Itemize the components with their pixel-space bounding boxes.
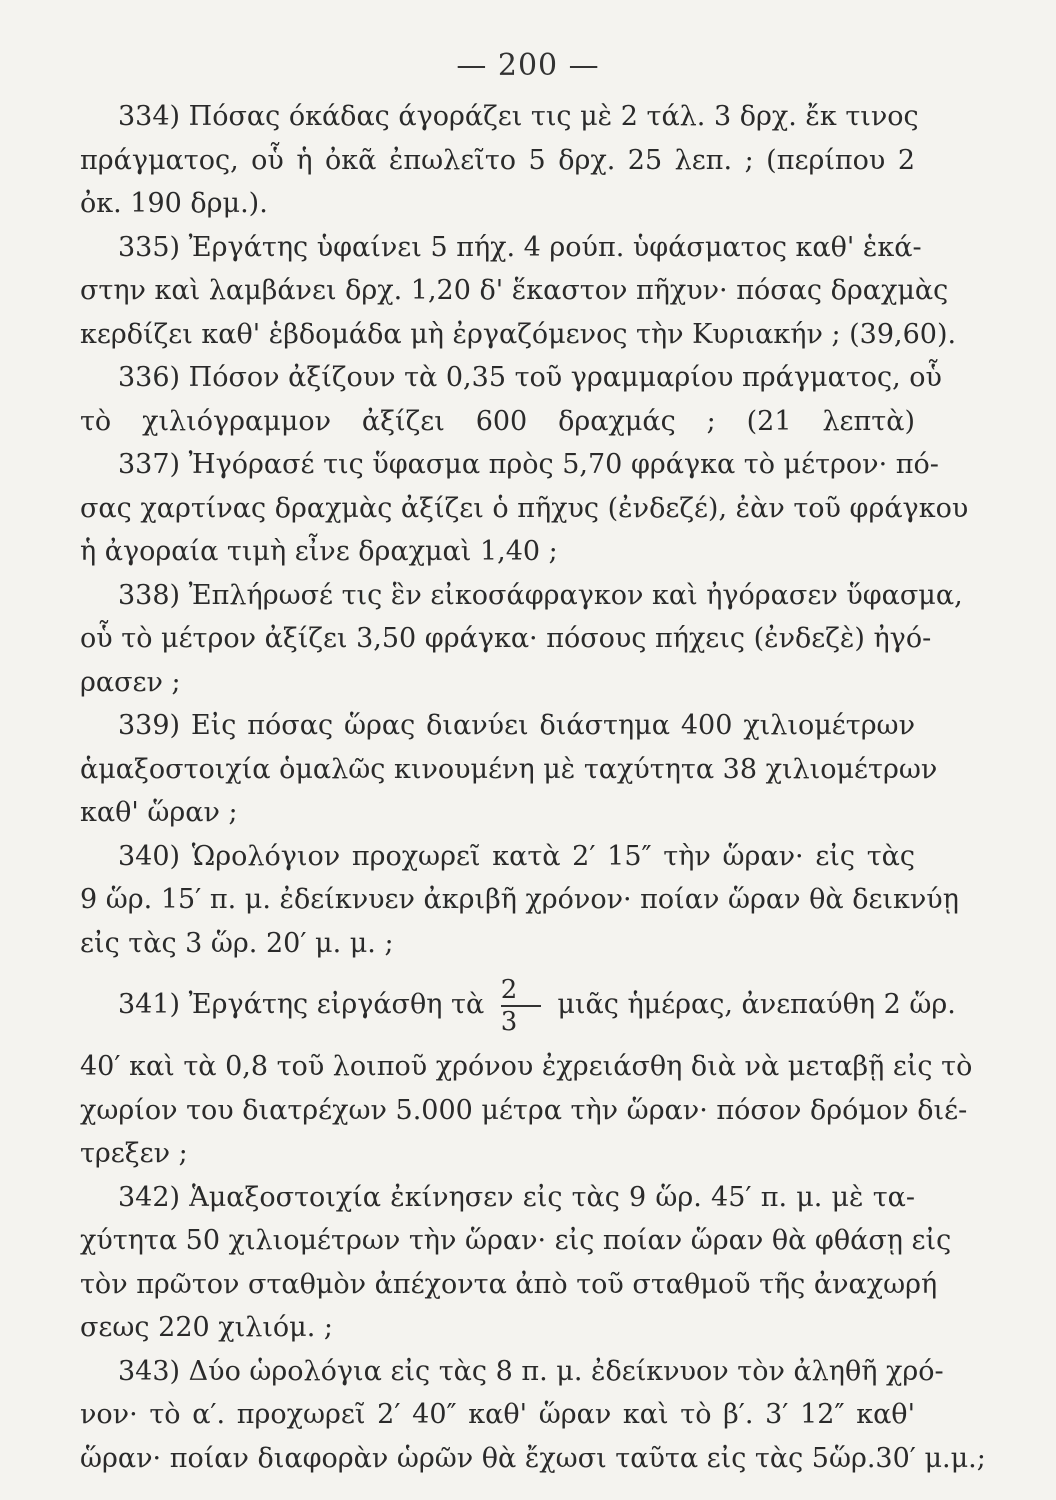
problem-337: [80, 443, 969, 574]
text-line: ἁμαξοστοιχία ὁμαλῶς κινουμένη μὲ ταχύτητα 38 χιλιομέτρων: [80, 753, 938, 785]
problem-336: [80, 356, 942, 443]
text-line: τρεξεν ;: [80, 1138, 188, 1169]
text-line: 337) Ἠγόρασέ τις ὕφασμα πρὸς 5,70 φράγκα τὸ μέτρον· πό-: [118, 449, 939, 480]
text-line: σας χαρτίνας δραχμὰς ἀξίζει ὁ πῆχυς (ἐνδεζέ), ἐὰν τοῦ φράγκου: [80, 492, 969, 524]
text-line: 340) Ὡρολόγιον προχωρεῖ κατὰ 2′ 15″ τὴν ὥραν· εἰς τὰς: [118, 840, 915, 872]
text-line: 339) Εἰς πόσας ὥρας διανύει διάστημα 400 χιλιομέτρων: [118, 710, 915, 741]
text-line: ὥραν· ποίαν διαφορὰν ὡρῶν θὰ ἔχωσι ταῦτα εἰς τὰς 5ὥρ.30′ μ.μ.;: [80, 1442, 986, 1474]
text-line: σεως 220 χιλιόμ. ;: [80, 1312, 333, 1343]
problem-342: [80, 1176, 952, 1350]
problem-334: [80, 95, 919, 226]
page-number: — 200 —: [456, 48, 600, 83]
fraction-denominator: 3: [500, 1006, 518, 1037]
text-line: 336) Πόσον ἀξίζουν τὰ 0,35 τοῦ γραμμαρίου πράγματος, οὗ: [118, 362, 942, 393]
text-line: χωρίον του διατρέχων 5.000 μέτρα τὴν ὥραν· πόσον δρόμον διέ-: [80, 1094, 968, 1126]
problem-338: [80, 574, 963, 705]
text-line: ρασεν ;: [80, 666, 181, 698]
text-line: 9 ὥρ. 15′ π. μ. ἐδείκνυεν ἀκριβῆ χρόνον· ποίαν ὥραν θὰ δεικνύῃ: [80, 884, 959, 915]
text-line: 343) Δύο ὡρολόγια εἰς τὰς 8 π. μ. ἐδείκνυον τὸν ἀληθῆ χρό-: [118, 1355, 944, 1387]
fraction-numerator: 2: [501, 975, 541, 1007]
problem-343: [80, 1350, 986, 1481]
text-line: πράγματος, οὗ ἡ ὀκᾶ ἐπωλεῖτο 5 δρχ. 25 λεπ. ; (περίπου 2: [80, 144, 915, 176]
text-line: νον· τὸ α′. προχωρεῖ 2′ 40″ καθ' ὥραν καὶ τὸ β′. 3′ 12″ καθ': [80, 1399, 915, 1430]
text-line: 338) Ἐπλήρωσέ τις ἓν εἰκοσάφραγκον καὶ ἠγόρασεν ὕφασμα,: [118, 579, 963, 611]
text-line: καθ' ὥραν ;: [80, 797, 238, 828]
fraction-trail-text: μιᾶς ἡμέρας, ἀνεπαύθη 2 ὥρ.: [557, 989, 956, 1020]
problems-text: [80, 95, 986, 1480]
problem-340: [80, 835, 959, 966]
text-line: 342) Ἁμαξοστοιχία ἐκίνησεν εἰς τὰς 9 ὥρ. 45′ π. μ. μὲ τα-: [118, 1181, 915, 1213]
fraction: [501, 975, 541, 1037]
text-line: ὀκ. 190 δρμ.).: [80, 188, 268, 219]
text-line: χύτητα 50 χιλιομέτρων τὴν ὥραν· εἰς ποίαν ὥραν θὰ φθάσῃ εἰς: [80, 1225, 952, 1256]
problem-335: [80, 226, 957, 357]
text-line: στην καὶ λαμβάνει δρχ. 1,20 δ' ἕκαστον πῆχυν· πόσας δραχμὰς: [80, 275, 949, 306]
text-line: ἡ ἀγοραία τιμὴ εἶνε δραχμαὶ 1,40 ;: [80, 536, 558, 567]
text-line: 335) Ἐργάτης ὑφαίνει 5 πήχ. 4 ρούπ. ὑφάσματος καθ' ἑκά-: [118, 231, 922, 263]
text-line: τὸν πρῶτον σταθμὸν ἀπέχοντα ἀπὸ τοῦ σταθμοῦ τῆς ἀναχωρή: [80, 1268, 938, 1300]
text-line-with-fraction: [80, 965, 956, 1045]
text-line: εἰς τὰς 3 ὥρ. 20′ μ. μ. ;: [80, 927, 394, 959]
fraction-lead-text: 341) Ἐργάτης εἰργάσθη τὰ: [118, 989, 485, 1020]
text-line: οὗ τὸ μέτρον ἀξίζει 3,50 φράγκα· πόσους πήχεις (ἐνδεζὲ) ἠγό-: [80, 623, 932, 654]
text-line: 334) Πόσας όκάδας άγοράζει τις μὲ 2 τάλ. 3 δρχ. ἔκ τινος: [118, 101, 919, 132]
text-line: 40′ καὶ τὰ 0,8 τοῦ λοιποῦ χρόνου ἐχρειάσθη διὰ νὰ μεταβῇ εἰς τὸ: [80, 1051, 973, 1082]
text-line: κερδίζει καθ' ἑβδομάδα μὴ ἐργαζόμενος τὴν Κυριακήν ; (39,60).: [80, 318, 957, 350]
problem-341: [80, 965, 973, 1176]
problem-339: [80, 704, 938, 835]
text-line: τὸ χιλιόγραμμον ἀξίζει 600 δραχμάς ; (21 λεπτὰ): [80, 405, 915, 437]
